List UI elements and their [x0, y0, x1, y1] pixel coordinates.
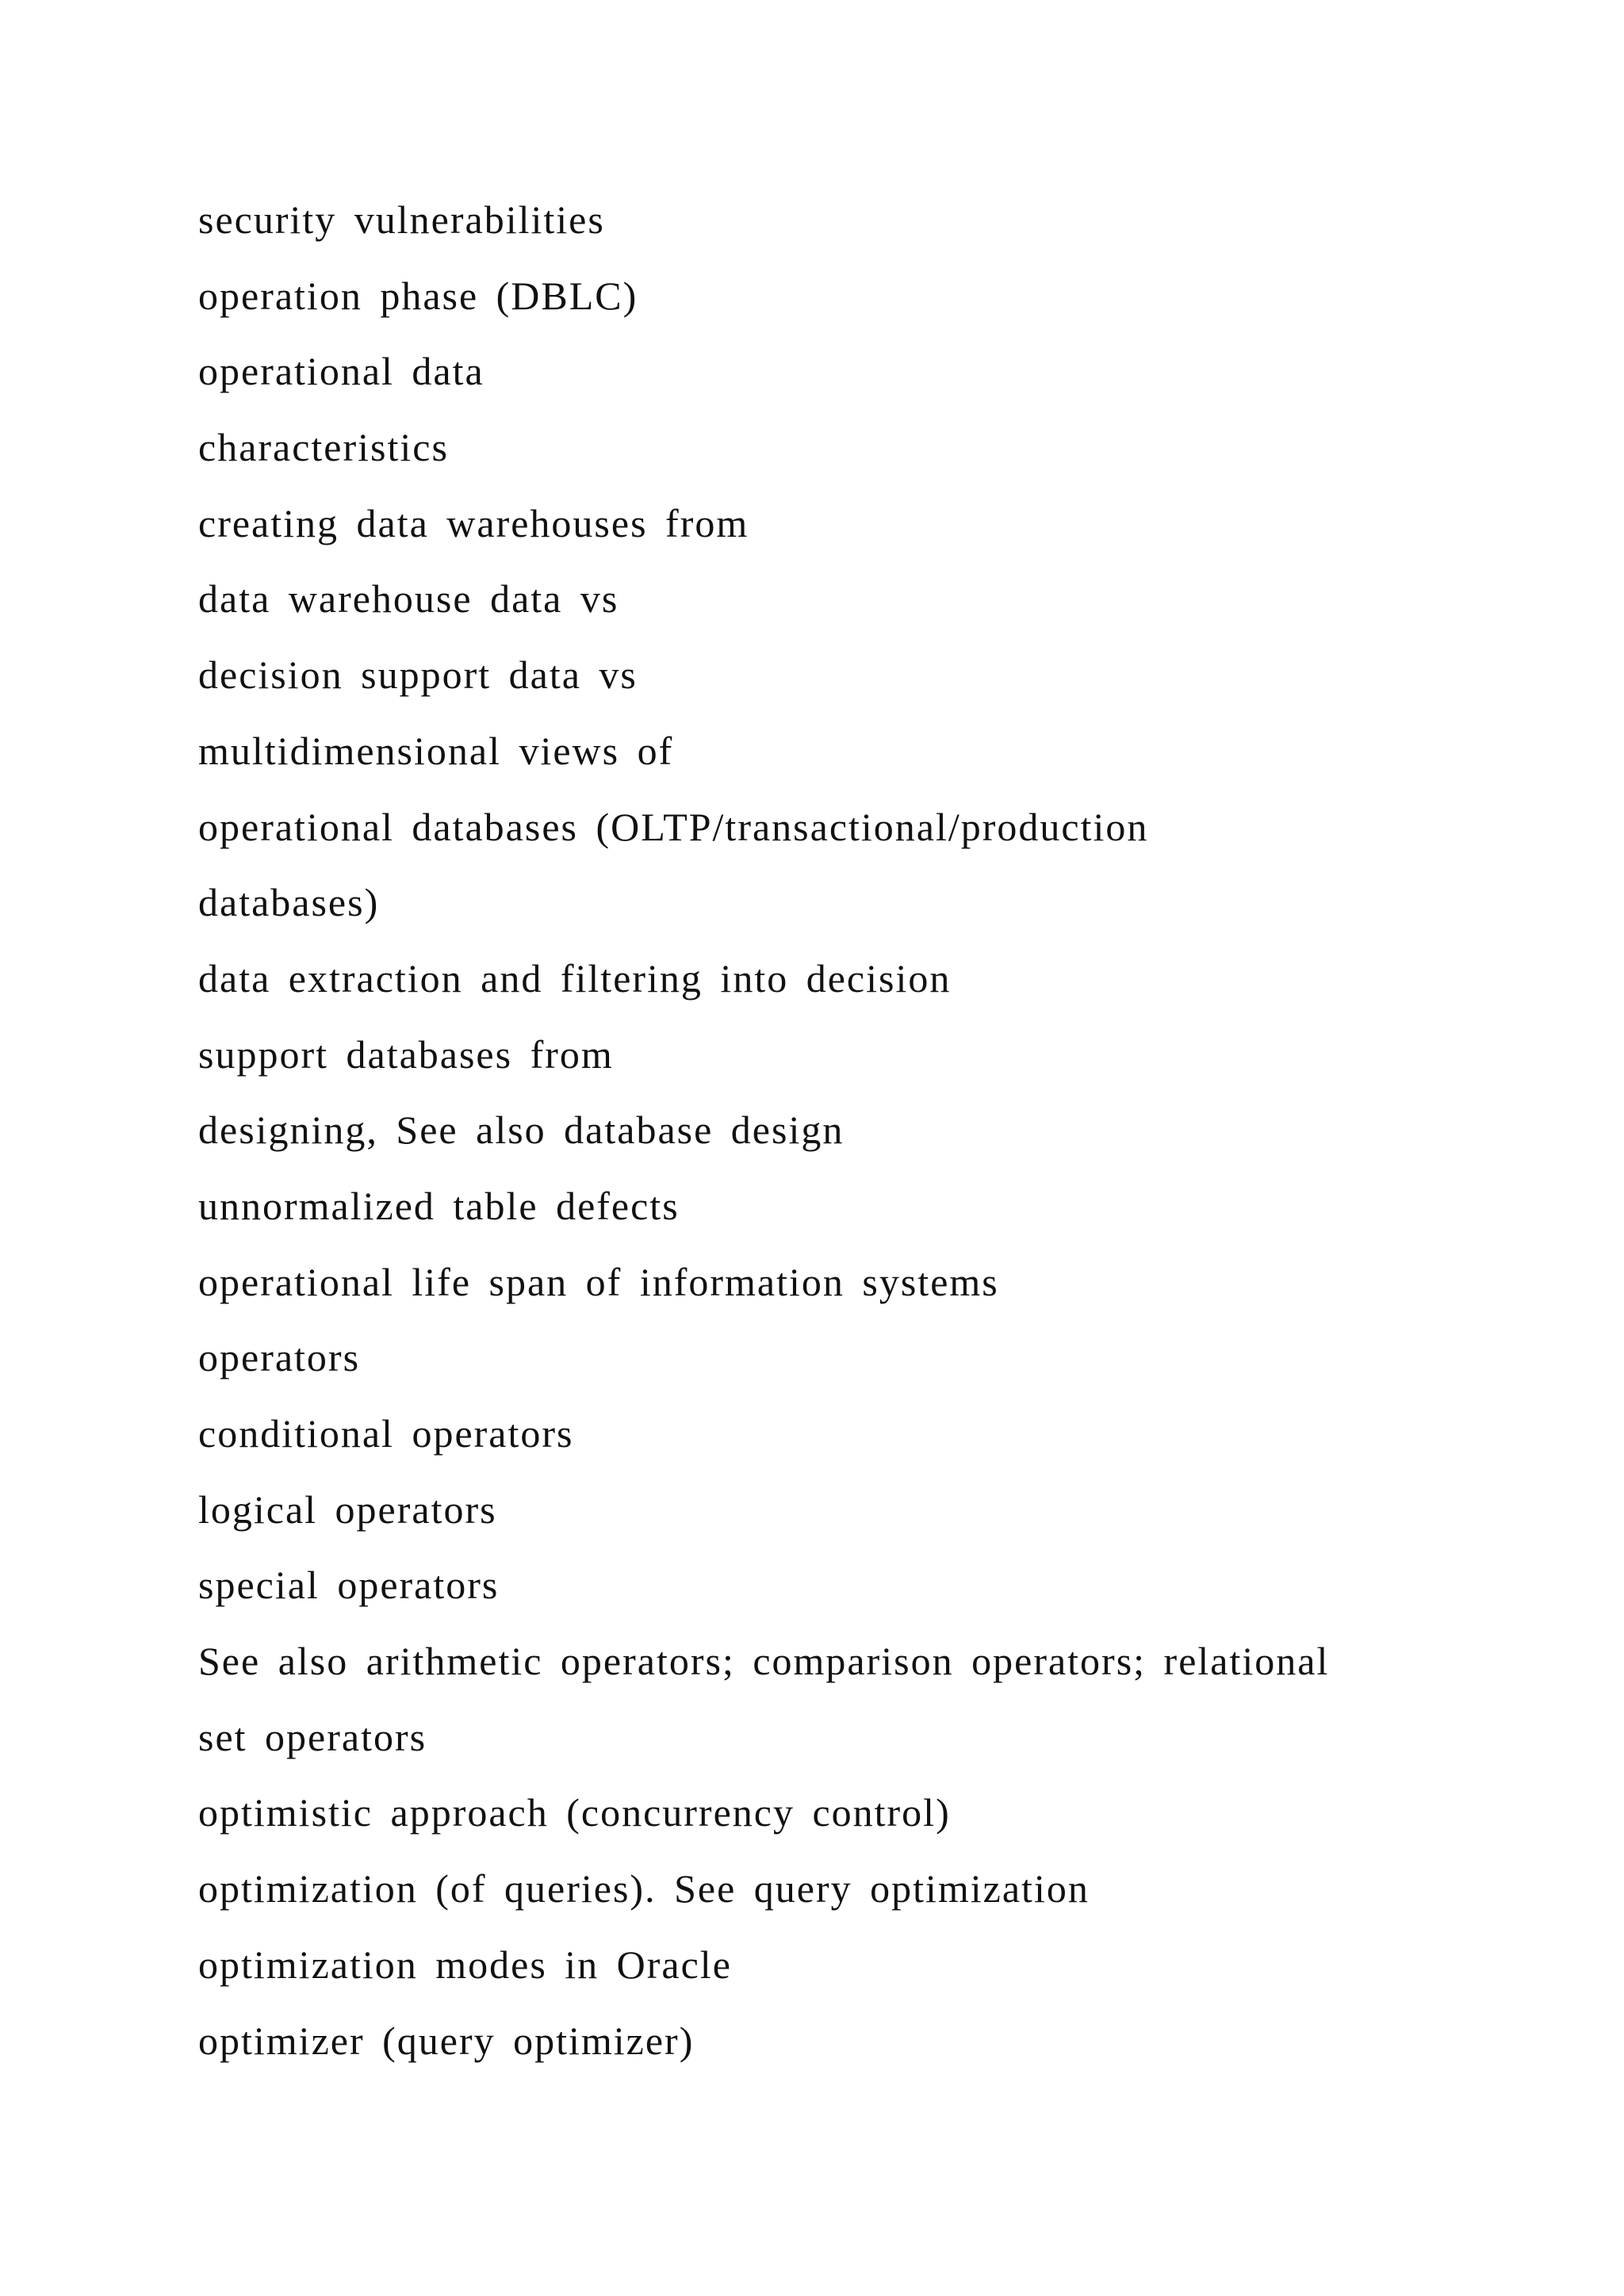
index-entry-list: [198, 182, 1546, 2079]
index-entry: conditional operators: [198, 1411, 574, 1456]
index-entry: designing, See also database design: [198, 1108, 845, 1153]
index-entry: operators: [198, 1335, 361, 1380]
index-entry: optimistic approach (concurrency control): [198, 1790, 951, 1835]
index-entry: data warehouse data vs: [198, 576, 619, 622]
index-entry: special operators: [198, 1563, 500, 1608]
index-entry: security vulnerabilities: [198, 197, 605, 242]
index-entry: data extraction and filtering into decision: [198, 955, 952, 1001]
index-entry: multidimensional views of: [198, 728, 674, 773]
index-entry: creating data warehouses from: [198, 500, 749, 545]
index-entry: operation phase (DBLC): [198, 273, 638, 318]
index-entry: optimization (of queries). See query optimization: [198, 1866, 1090, 1911]
index-entry: operational life span of information systems: [198, 1259, 999, 1304]
index-entry: operational data: [198, 349, 485, 394]
index-entry: optimization modes in Oracle: [198, 1942, 732, 1987]
index-entry: databases): [198, 880, 380, 925]
index-entry: characteristics: [198, 425, 449, 470]
index-entry: operational databases (OLTP/transactional/production: [198, 804, 1149, 849]
index-entry: optimizer (query optimizer): [198, 2018, 695, 2063]
index-entry: set operators: [198, 1714, 427, 1759]
index-entry: See also arithmetic operators; comparison operators; relational: [198, 1639, 1330, 1684]
index-entry: unnormalized table defects: [198, 1183, 680, 1228]
index-entry: decision support data vs: [198, 652, 638, 698]
index-entry: logical operators: [198, 1487, 497, 1532]
index-entry: support databases from: [198, 1031, 614, 1077]
